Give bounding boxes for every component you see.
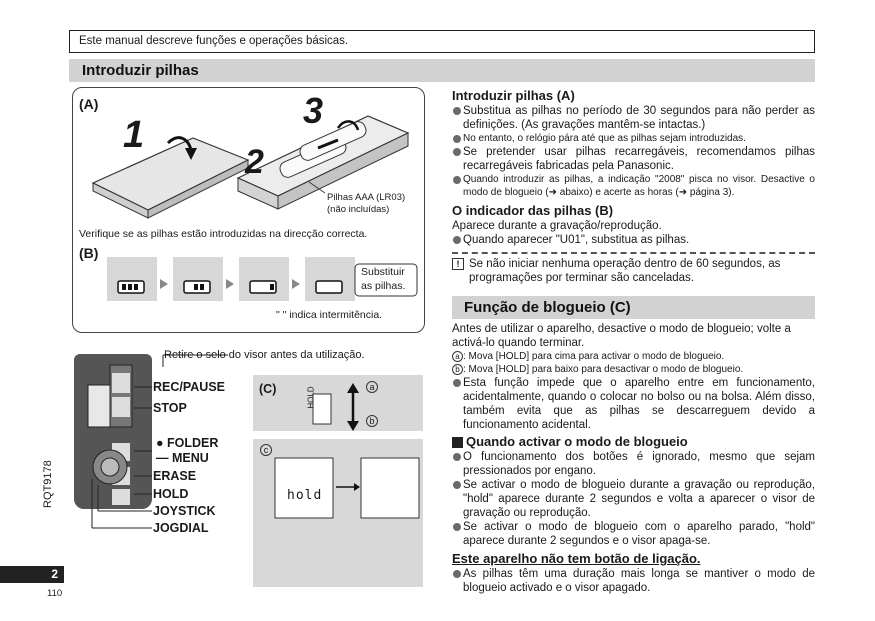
clock-stops-note: No entanto, o relógio pára até que as pilhas sejam introduzidas. [452,132,815,145]
stop-label: STOP [153,401,187,415]
when-hold-title: Quando activar o modo de blogueio [466,434,688,449]
battery-type-note [327,192,405,216]
rechargeable-note: Se pretender usar pilhas recarregáveis, recomendamos pilhas recarregáveis fabricadas pela Panasonic. [452,145,815,173]
hold-purpose: Esta função impede que o aparelho entre em funcionamento, acidentalmente, quando o colocar no bolso ou na bolsa. Além disso, também evita que as pilhas se descarreguem devido a funcionamento acidental. [452,376,815,432]
intro-note-box [69,30,815,53]
hold-intro: Antes de utilizar o aparelho, desactive o modo de blogueio; volte a activá-lo quando terminar. [452,323,791,349]
insert-batteries-instructions [452,89,815,285]
hold-label: HOLD [153,487,189,501]
blink-2008-note: Quando introduzir as pilhas, a indicação "2008" pisca no visor. Desactive o modo de blogueio (➜ abaixo) e acerte as horas (➜ página 3). [452,173,815,199]
hold-when-stopped: Se activar o modo de blogueio com o aparelho parado, "hold" aparece durante 2 segundos e o visor apaga-se. [452,520,815,548]
hold-during-recording: Se activar o modo de blogueio durante a gravação ou reprodução, "hold" aparece durante 2 segundos e volta a aparecer o visor de gravação ou reprodução. [452,478,815,520]
circle-a-marker: a [366,381,378,393]
caution-note [452,257,815,285]
insert-batteries-heading: Introduzir pilhas (A) [452,88,575,103]
erase-label: ERASE [153,469,197,483]
indicator-u01: Quando aparecer "U01", substitua as pilhas. [452,233,815,247]
step-1: 1 [123,114,145,156]
circle-b-marker: b [366,415,378,427]
battery-illustration-panel [72,87,425,333]
battery-not-included: (não incluídas) [327,204,390,215]
rec-pause-label: REC/PAUSE [153,380,226,394]
label-c: (C) [259,382,277,396]
hold-switch-label: HOLD [306,386,316,409]
section-title-hold-function: Função de blogueio (C) [452,296,815,319]
seal-note: Retire o selo do visor antes da utilização. [164,349,365,361]
battery-life-tip: As pilhas têm uma duração mais longa se mantiver o modo de blogueio activado e o visor apagado. [452,567,815,595]
device-controls-illustration [68,345,426,588]
when-hold-heading [452,435,815,449]
page-number: 2 [0,566,64,583]
joystick-label: JOYSTICK [153,504,216,518]
buttons-ignored: O funcionamento dos botões é ignorado, mesmo que sejam pressionados por engano. [452,450,815,478]
no-power-heading: Este aparelho não tem botão de ligação. [452,551,701,566]
step-3: 3 [303,90,324,131]
hold-function-instructions [452,322,815,595]
circle-a-icon: a [452,351,463,362]
circle-c-marker: c [260,444,272,456]
indicator-text: Aparece durante a gravação/reprodução. [452,220,662,232]
square-bullet-icon [452,437,463,448]
hold-a-line [452,350,815,363]
hold-a-text: : Mova [HOLD] para cima para activar o modo de blogueio. [463,351,725,362]
caution-text: Se não iniciar nenhuma operação dentro de 60 segundos, as programações por terminar são canceladas. [469,258,781,284]
folder-label: ● FOLDER [156,436,219,450]
document-code: RQT9178 [42,460,54,508]
jogdial-label: JOGDIAL [153,521,209,535]
page-total: 110 [47,588,63,599]
caution-icon: ! [452,258,464,270]
battery-type: Pilhas AAA (LR03) [327,192,406,203]
circle-b-icon: b [452,364,463,375]
section-title-insert-batteries: Introduzir pilhas [69,59,815,82]
step-2: 2 [245,143,264,181]
menu-label: — MENU [156,451,209,465]
check-direction-text: Verifique se as pilhas estão introduzidas na direcção correcta. [79,228,368,240]
replace-batteries-callout [361,265,405,293]
intro-note: Este manual descreve funções e operações básicas. [79,35,349,47]
replace-line-1: Substituir [361,266,405,278]
replace-within-30s: Substitua as pilhas no período de 30 segundos para não perder as definições. (As gravações mantêm-se intactas.) [452,104,815,132]
label-b: (B) [79,245,99,261]
blink-note: " " indica intermitência. [276,309,383,321]
replace-line-2: as pilhas. [361,280,406,292]
hold-b-line [452,363,815,376]
hold-display-text: hold [287,488,323,503]
recorder-open-cover-drawing [93,138,248,218]
hold-b-text: : Mova [HOLD] para baixo para desactivar o modo de blogueio. [463,364,744,375]
divider [452,252,815,254]
battery-indicator-heading: O indicador das pilhas (B) [452,203,614,218]
label-a: (A) [79,96,99,112]
